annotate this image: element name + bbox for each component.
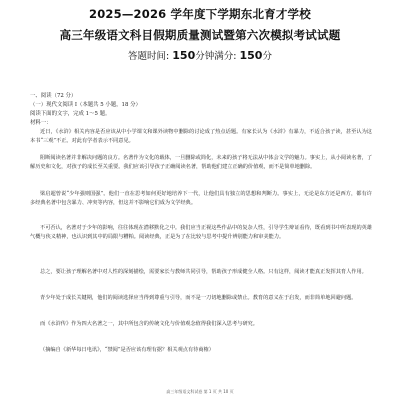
paragraph: 梁启超曾说“少年强则国强”。他们一直在思考如何更好地培养下一代，让他们具有独立的思想和判断力。事实上，无论是东方还是西方，都有许多经典名著中包含暴力、冲突等内容，但这并不影响它们成为文学经典。 bbox=[30, 191, 372, 206]
paragraph: 近日，《水浒》相关内容是否应该从中小学课文和课外读物中删除的讨论成了热点话题。有家长认为《水浒》有暴力，不适合孩子读，甚至认为这本书“三观”不正。对此有学者表示不同意见。 bbox=[30, 129, 372, 144]
score-value: 150 bbox=[239, 49, 263, 62]
paragraph: 青少年处于成长关键期，他们的阅读选择应当得到尊重与引导，而不是一刀切地删除或禁止。教育的意义在于启发，而非简单地回避问题。 bbox=[40, 295, 357, 301]
paragraph: （摘编自《新华每日电讯》，“禁阅”是否应该有理有据？相关观点有待商榷） bbox=[40, 347, 214, 353]
exam-school-title: 2025—2026 学年度下学期东北育才学校 bbox=[89, 7, 311, 21]
exam-title: 高三年级语文科目假期质量测试暨第六次模拟考试试题 bbox=[59, 28, 341, 42]
duration-unit: 分钟满分: bbox=[195, 51, 237, 62]
paragraph: 不可否认，名著对于少年的影响，往往体现在潜移默化之中。我们应当正视这些作品中的复杂人性，引导学生辩证看待，既看到书中所表现的英雄气概与侠义精神，也认识到其中的局限与糟粕。阅读经典，正是为了在比较与思考中提升辨别能力和审美能力。 bbox=[30, 225, 373, 240]
paragraph: 而《水浒传》作为四大名著之一，其中所包含的传统文化与价值观念值得我们深入思考与研究。 bbox=[40, 321, 258, 327]
score-unit: 分 bbox=[262, 51, 272, 62]
section-sub2: 阅读下面的文字，完成 1～5 题。 bbox=[30, 111, 111, 117]
section-sub1: （一）现代文阅读 I（本题共 5 小题，18 分） bbox=[30, 102, 141, 108]
section-title: 一、阅读（72 分） bbox=[30, 93, 77, 99]
page-footer: 高三年级语文科试卷 第 1 页 共 10 页 bbox=[166, 389, 234, 394]
paragraph: 总之，要让孩子理解名著中对人性的深刻描绘，需要家长与教师共同引导，帮助孩子形成健全人格。只有这样，阅读才能真正发挥其育人作用。 bbox=[40, 269, 367, 275]
duration-value: 150 bbox=[172, 49, 196, 62]
duration-label: 答题时间: bbox=[128, 51, 170, 62]
material-label: 材料一： bbox=[30, 120, 52, 126]
exam-duration-line bbox=[0, 48, 400, 62]
paragraph: 阻断阅读名著并非解决问题的良方。名著作为文化的载体，一旦删除或简化，未来的孩子将无法从中体会文学的魅力。事实上，从小阅读名著，了解历史和文化，对孩子的成长至关重要。我们应该引导孩子正确阅读名著，帮助他们建立正确的价值观，而不是简单地删除。 bbox=[30, 155, 373, 170]
